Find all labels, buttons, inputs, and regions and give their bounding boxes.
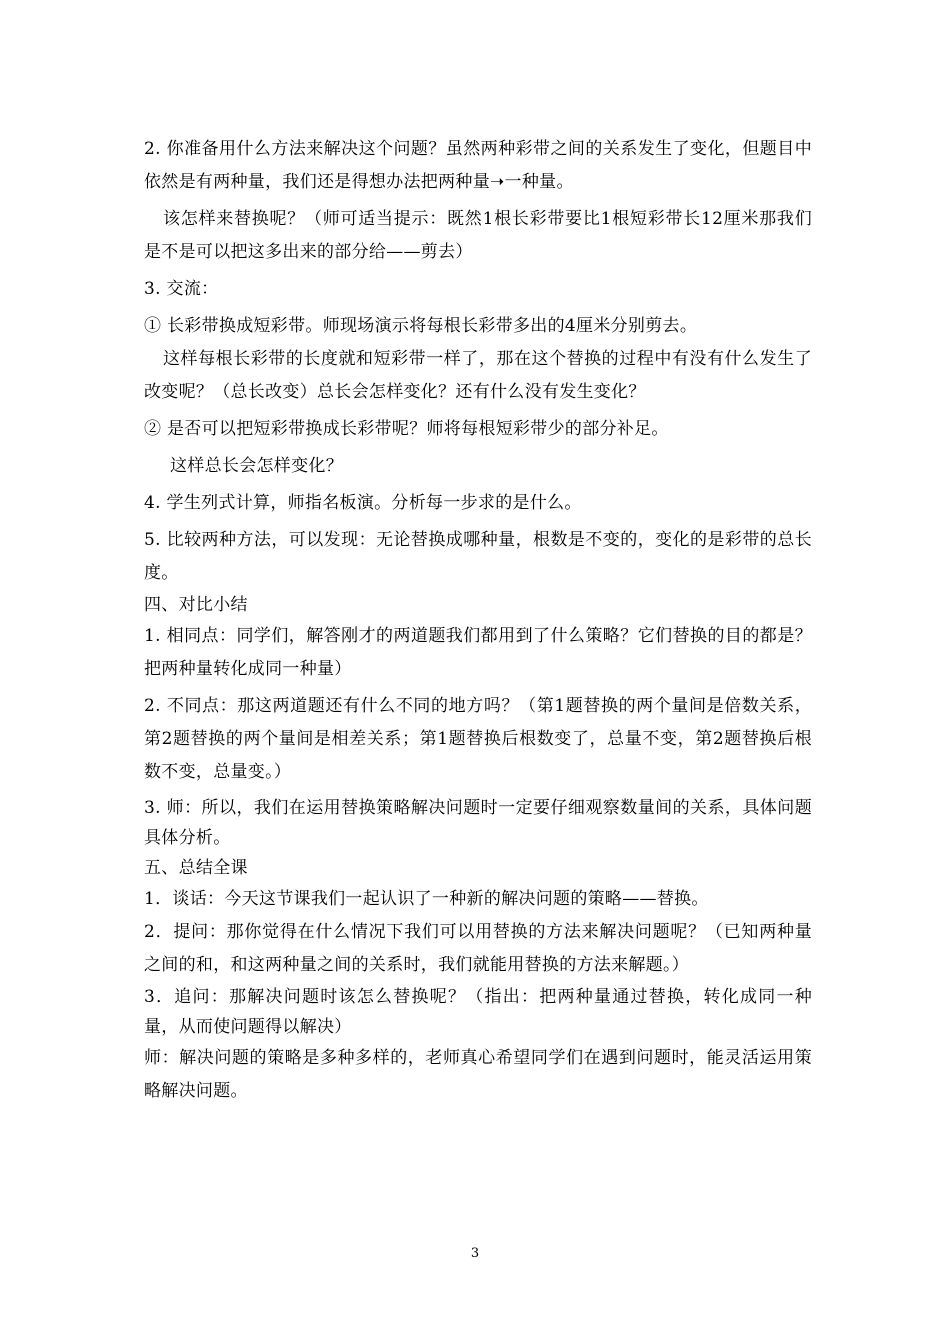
- paragraph-differences: 2. 不同点：那这两道题还有什么不同的地方吗？（第1题替换的两个量间是倍数关系，第2题替换的两个量间是相差关系；第1题替换后根数变了，总量不变，第2题替换后根数不变，总量变。）: [144, 696, 812, 782]
- paragraph-talk: 1．谈话：今天这节课我们一起认识了一种新的解决问题的策略——替换。: [144, 889, 709, 909]
- paragraph-exchange-heading: 3. 交流：: [144, 279, 219, 299]
- section-heading-summary: 四、对比小结: [144, 595, 248, 615]
- paragraph-replace-hint: 该怎样来替换呢？（师可适当提示：既然1根长彩带要比1根短彩带长12厘米那我们是不是可以把这多出来的部分给——剪去）: [144, 209, 812, 262]
- paragraph-short-to-long: ② 是否可以把短彩带换成长彩带呢？师将每根短彩带少的部分补足。: [144, 419, 669, 439]
- paragraph-long-to-short: ① 长彩带换成短彩带。师现场演示将每根长彩带多出的4厘米分别剪去。: [144, 316, 698, 336]
- paragraph-similarities: 1. 相同点：同学们，解答刚才的两道题我们都用到了什么策略？它们替换的目的都是？把两种量转化成同一种量）: [144, 626, 812, 679]
- paragraph-follow-up: 3．追问：那解决问题时该怎么替换呢？（指出：把两种量通过替换，转化成同一种量，从而使问题得以解决）: [144, 987, 812, 1037]
- paragraph-total-length-change: 这样每根长彩带的长度就和短彩带一样了，那在这个替换的过程中有没有什么发生了改变呢？（总长改变）总长会怎样变化？还有什么没有发生变化？: [144, 349, 812, 402]
- paragraph-how-total-changes: 这样总长会怎样变化？: [170, 456, 343, 476]
- paragraph-teacher-closing: 师：解决问题的策略是多种多样的，老师真心希望同学们在遇到问题时，能灵活运用策略解决问题。: [144, 1048, 812, 1101]
- paragraph-teacher-conclusion: 3. 师：所以，我们在运用替换策略解决问题时一定要仔细观察数量间的关系，具体问题具体分析。: [144, 798, 812, 848]
- document-body: [144, 133, 812, 1108]
- paragraph-compare-methods: 5. 比较两种方法，可以发现：无论替换成哪种量，根数是不变的，变化的是彩带的总长度。: [144, 530, 812, 583]
- paragraph-student-calculation: 4. 学生列式计算，师指名板演。分析每一步求的是什么。: [144, 493, 582, 513]
- page-number: 3: [470, 1246, 480, 1261]
- paragraph-ask: 2．提问：那你觉得在什么情况下我们可以用替换的方法来解决问题呢？（已知两种量之间的和，和这两种量之间的关系时，我们就能用替换的方法来解题。）: [144, 922, 812, 975]
- section-heading-wrap-up: 五、总结全课: [144, 858, 248, 878]
- paragraph-method-question: 2. 你准备用什么方法来解决这个问题？虽然两种彩带之间的关系发生了变化，但题目中依然是有两种量，我们还是得想办法把两种量➝一种量。: [144, 139, 812, 192]
